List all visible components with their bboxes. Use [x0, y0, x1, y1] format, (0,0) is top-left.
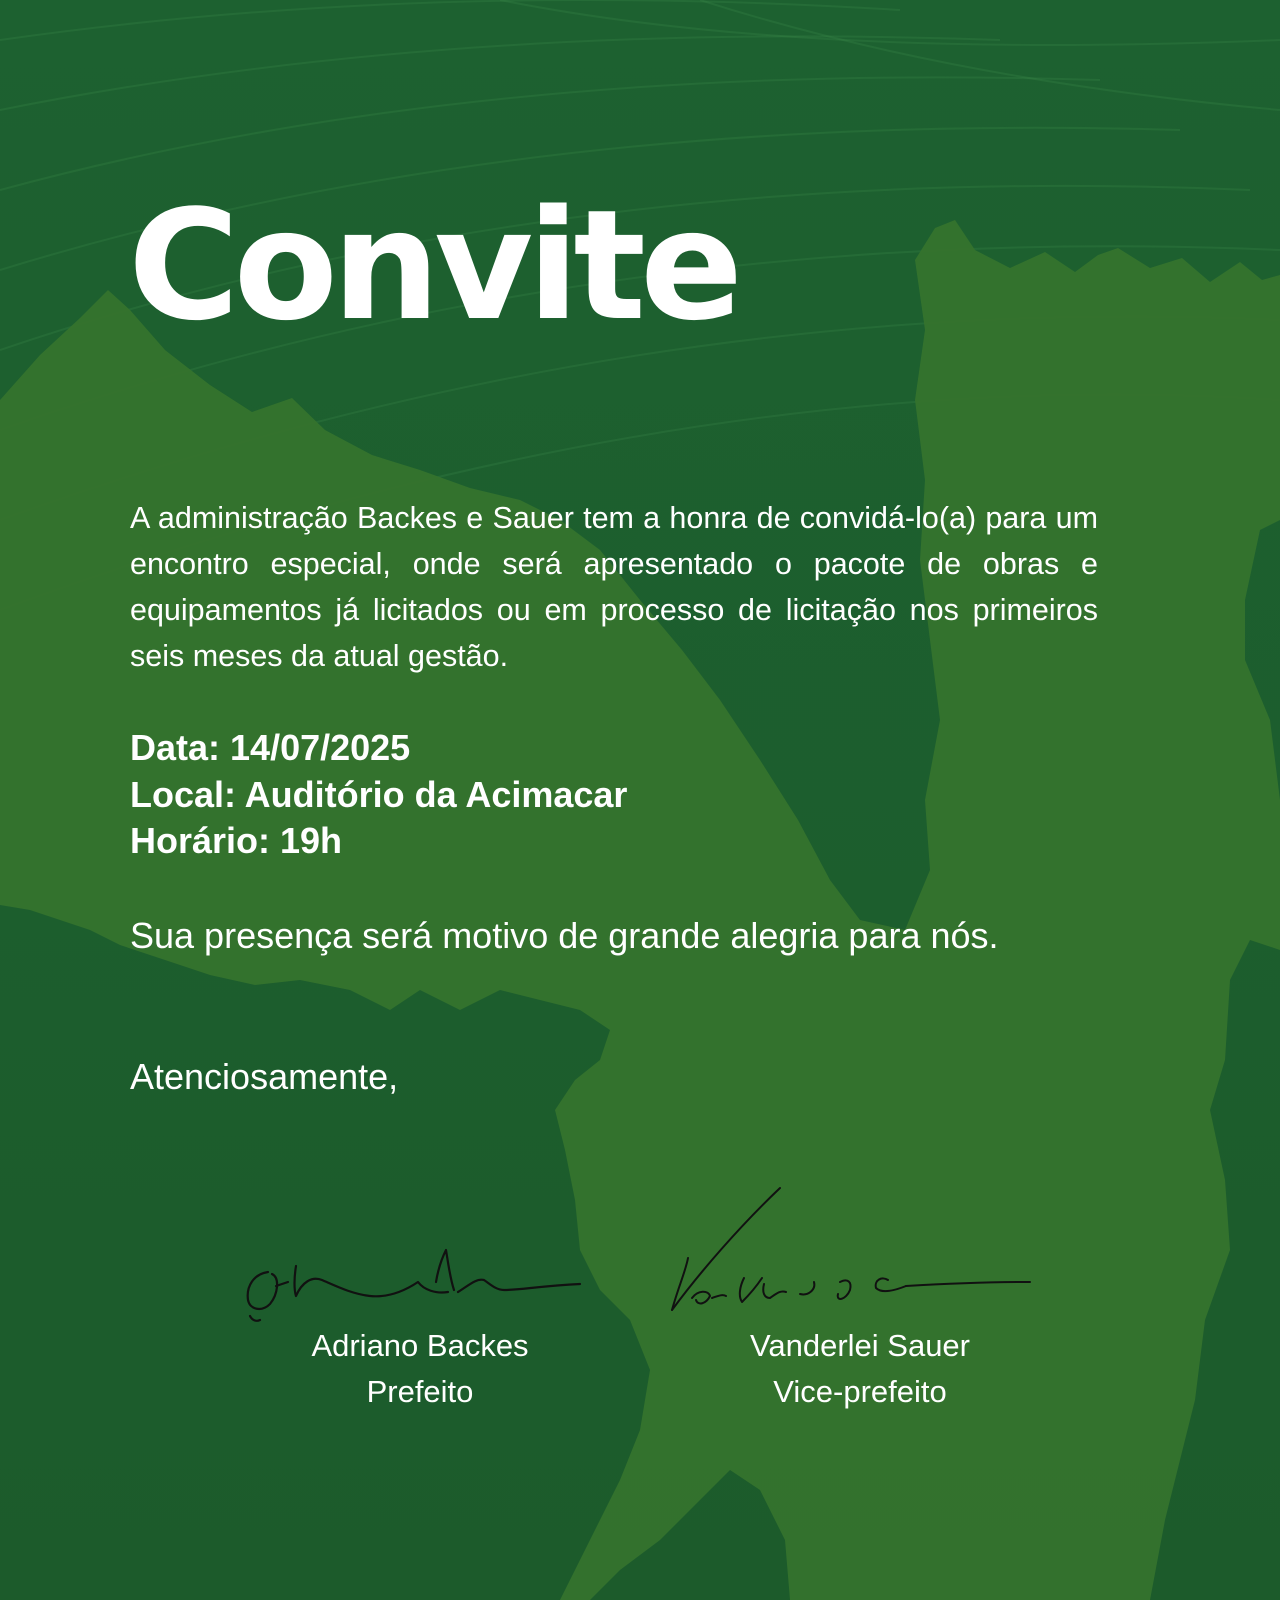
closing-salutation: Atenciosamente, [130, 1056, 399, 1097]
event-details [130, 725, 930, 865]
signatory-role-vice-mayor: Vice-prefeito [773, 1374, 947, 1409]
invitation-intro-paragraph: A administração Backes e Sauer tem a honra de convidá-lo(a) para um encontro especial, onde será apresentado o pacote de obras e equipamentos já licitados ou em processo de licitação nos primeiros seis meses da atual gestão. [130, 501, 1098, 673]
signatory-name-mayor: Adriano Backes [311, 1328, 529, 1363]
signature-block-mayor [240, 1186, 600, 1426]
event-location: Local: Auditório da Acimacar [130, 773, 628, 815]
presence-message: Sua presença será motivo de grande alegria para nós. [130, 915, 999, 956]
handwritten-signature-mayor [240, 1186, 600, 1326]
signature-block-vice-mayor [670, 1186, 1050, 1426]
signatory-role-mayor: Prefeito [366, 1374, 474, 1409]
event-date: Data: 14/07/2025 [130, 727, 411, 768]
handwritten-signature-vice-mayor [670, 1186, 1050, 1326]
signatory-name-vice-mayor: Vanderlei Sauer [749, 1328, 970, 1363]
event-time: Horário: 19h [130, 820, 343, 861]
invitation-title: Convite [128, 177, 738, 354]
